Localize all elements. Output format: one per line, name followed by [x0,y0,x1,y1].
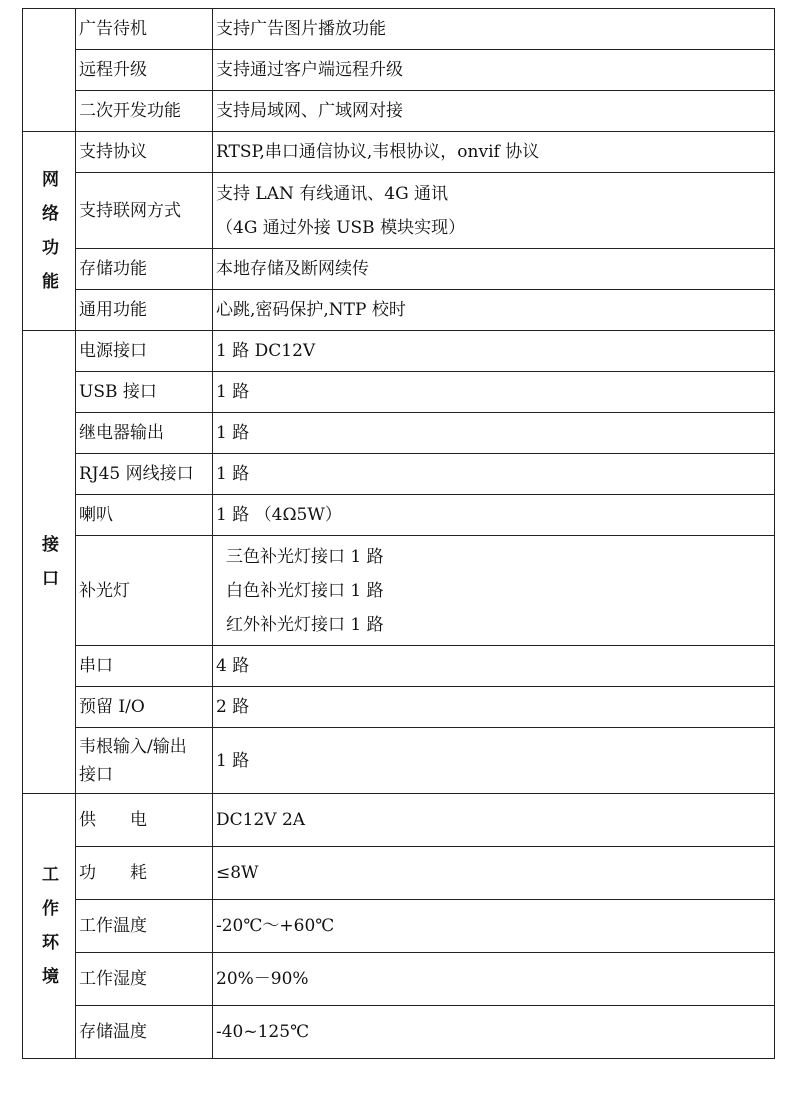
row-value: -40~125℃ [213,1006,775,1059]
table-row [23,50,775,91]
group-title-char: 环 [42,933,59,953]
row-label: 广告待机 [76,9,213,50]
row-value: DC12V 2A [213,794,775,847]
row-label: 远程升级 [76,50,213,91]
row-value-multiline [213,173,775,249]
value-line: （4G 通过外接 USB 模块实现） [216,217,466,238]
row-label: 二次开发功能 [76,91,213,132]
row-label: 支持协议 [76,132,213,173]
row-value: 20%－90% [213,953,775,1006]
table-row [23,290,775,331]
row-label: 电源接口 [76,331,213,372]
table-row [23,9,775,50]
row-label: 工作湿度 [76,953,213,1006]
table-row [23,91,775,132]
row-label: 继电器输出 [76,413,213,454]
table-row [23,794,775,847]
row-label: 供 电 [76,794,213,847]
row-label: 支持联网方式 [76,173,213,249]
spec-table [22,8,775,1059]
row-value: 1 路 DC12V [213,331,775,372]
group-title-char: 能 [42,272,59,292]
row-value: ≤8W [213,847,775,900]
row-value: 1 路 [213,413,775,454]
row-value: 1 路 （4Ω5W） [213,495,775,536]
table-row [23,132,775,173]
row-label: 功 耗 [76,847,213,900]
row-label: 预留 I/O [76,687,213,728]
group-cell-blank [23,9,76,132]
row-label: 存储功能 [76,249,213,290]
label-line: 韦根输入/输出 [79,736,187,757]
row-label: USB 接口 [76,372,213,413]
row-value: 本地存储及断网续传 [213,249,775,290]
row-label: 工作温度 [76,900,213,953]
group-title-char: 工 [42,865,59,885]
row-value: -20℃～+60℃ [213,900,775,953]
table-row [23,331,775,372]
row-label: RJ45 网线接口 [76,454,213,495]
row-label-multiline [76,728,213,794]
row-label: 串口 [76,646,213,687]
table-row [23,953,775,1006]
table-row [23,454,775,495]
row-value: 4 路 [213,646,775,687]
row-value-multiline [213,536,775,646]
group-title-char: 功 [42,238,59,258]
table-row [23,847,775,900]
group-cell-interface [23,331,76,794]
table-row [23,249,775,290]
row-value: RTSP,串口通信协议,韦根协议，onvif 协议 [213,132,775,173]
table-row [23,173,775,249]
table-row [23,687,775,728]
group-title-char: 口 [42,569,59,589]
table-row [23,413,775,454]
row-label: 存储温度 [76,1006,213,1059]
label-line: 接口 [79,764,113,785]
group-cell-environment [23,794,76,1059]
row-value: 1 路 [213,454,775,495]
table-row [23,1006,775,1059]
group-title-char: 接 [42,535,59,555]
value-line: 白色补光灯接口 1 路 [226,580,384,601]
table-row [23,536,775,646]
group-title-char: 境 [42,967,59,987]
group-cell-network [23,132,76,331]
row-value: 支持广告图片播放功能 [213,9,775,50]
table-row [23,372,775,413]
row-label: 通用功能 [76,290,213,331]
row-value: 1 路 [213,372,775,413]
row-value: 心跳,密码保护,NTP 校时 [213,290,775,331]
value-line: 支持 LAN 有线通讯、4G 通讯 [216,183,449,204]
table-row [23,900,775,953]
value-line: 三色补光灯接口 1 路 [226,546,384,567]
row-label: 补光灯 [76,536,213,646]
value-line: 红外补光灯接口 1 路 [226,614,384,635]
table-row [23,495,775,536]
group-title-char: 网 [42,170,59,190]
row-label: 喇叭 [76,495,213,536]
row-value: 支持通过客户端远程升级 [213,50,775,91]
group-title-char: 络 [42,204,59,224]
table-row [23,728,775,794]
row-value: 2 路 [213,687,775,728]
table-row [23,646,775,687]
row-value: 支持局域网、广域网对接 [213,91,775,132]
row-value: 1 路 [213,728,775,794]
group-title-char: 作 [42,899,59,919]
